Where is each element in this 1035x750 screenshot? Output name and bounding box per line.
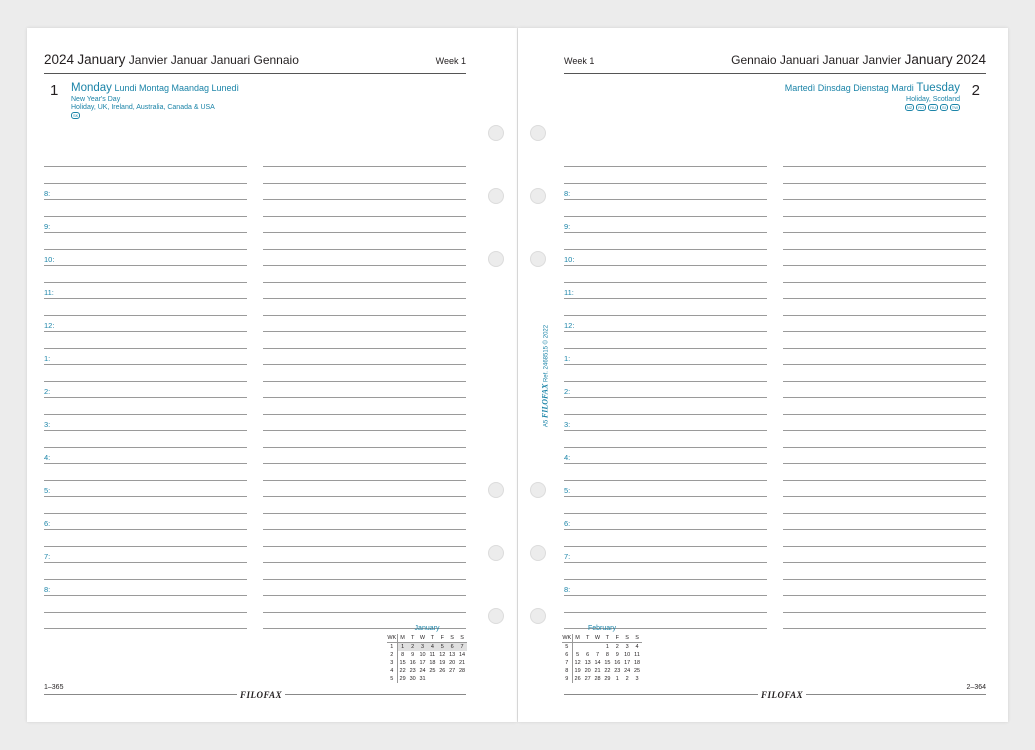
right-header-rule <box>564 73 986 74</box>
calendar-week-number: 1 <box>387 643 397 652</box>
calendar-day-cell: 19 <box>439 660 446 666</box>
writing-line <box>783 216 986 217</box>
writing-line <box>263 216 466 217</box>
calendar-week-number: 3 <box>387 659 397 667</box>
writing-line <box>263 463 466 464</box>
writing-line <box>564 414 767 415</box>
hour-label: 7: <box>564 552 571 561</box>
holiday-badge: SK <box>73 113 79 118</box>
writing-line <box>564 265 767 266</box>
writing-line <box>783 331 986 332</box>
binder-hole-icon <box>530 545 546 561</box>
calendar-day-cell: 30 <box>409 676 416 682</box>
writing-line <box>44 595 247 596</box>
writing-line <box>44 414 247 415</box>
hour-label: 11: <box>564 288 574 297</box>
calendar-week-number: 6 <box>562 651 572 659</box>
calendar-day-cell: 3 <box>418 643 428 652</box>
writing-line <box>44 199 247 200</box>
binder-hole-icon <box>488 608 504 624</box>
calendar-day-cell: 20 <box>449 660 456 666</box>
left-day-number: 1 <box>50 82 59 99</box>
calendar-day-cell: 5 <box>576 652 580 658</box>
calendar-day-cell: 19 <box>574 668 581 674</box>
writing-line <box>783 183 986 184</box>
spine-imprint <box>541 325 550 427</box>
writing-line <box>44 430 247 431</box>
right-day-name-en: Tuesday <box>916 82 960 94</box>
binder-hole-icon <box>488 188 504 204</box>
calendar-header-cell: T <box>583 634 593 643</box>
writing-line <box>564 199 767 200</box>
writing-line <box>783 513 986 514</box>
binder-hole-icon <box>488 251 504 267</box>
hour-label: 7: <box>44 552 51 561</box>
calendar-header-cell: S <box>457 634 467 643</box>
writing-line <box>263 166 466 167</box>
calendar-week-number: 2 <box>387 651 397 659</box>
writing-line <box>263 249 466 250</box>
binder-hole-icon <box>530 482 546 498</box>
calendar-day-cell: 10 <box>624 652 631 658</box>
right-week-label: Week 1 <box>564 56 595 66</box>
right-title-year: 2024 <box>955 52 986 67</box>
writing-line <box>44 579 247 580</box>
calendar-day-cell: 14 <box>594 660 601 666</box>
calendar-header-cell: T <box>427 634 437 643</box>
calendar-day-cell: 4 <box>635 644 639 650</box>
writing-line <box>564 331 767 332</box>
hour-label: 8: <box>564 189 571 198</box>
writing-line <box>44 282 247 283</box>
calendar-day-cell: 21 <box>458 660 466 666</box>
writing-line <box>44 232 247 233</box>
hour-label: 8: <box>44 189 51 198</box>
calendar-header-cell: W <box>418 634 428 643</box>
left-page-number: 1–365 <box>44 684 64 691</box>
writing-line <box>263 480 466 481</box>
calendar-day-cell: 1 <box>615 676 619 682</box>
left-title-month: January <box>77 52 126 67</box>
writing-line <box>263 282 466 283</box>
calendar-day-cell <box>427 675 437 683</box>
hour-label: 6: <box>564 519 571 528</box>
writing-line <box>564 463 767 464</box>
writing-line <box>44 562 247 563</box>
calendar-day-cell: 15 <box>399 660 406 666</box>
left-title-languages: Janvier Januar Januari Gennaio <box>128 53 299 67</box>
hour-label: 5: <box>44 486 51 495</box>
writing-line <box>44 463 247 464</box>
writing-line <box>783 612 986 613</box>
writing-line <box>263 348 466 349</box>
calendar-day-cell: 16 <box>614 660 621 666</box>
calendar-day-cell: 28 <box>458 668 466 674</box>
calendar-day-cell: 12 <box>574 660 581 666</box>
writing-line <box>263 364 466 365</box>
calendar-day-cell: 23 <box>614 668 621 674</box>
writing-line <box>263 562 466 563</box>
holiday-badge: NZ <box>906 105 913 110</box>
writing-line <box>783 298 986 299</box>
writing-line <box>564 562 767 563</box>
calendar-header-cell: T <box>408 634 418 643</box>
calendar-day-cell: 13 <box>584 660 591 666</box>
calendar-day-cell: 3 <box>635 676 639 682</box>
calendar-day-cell: 16 <box>409 660 416 666</box>
writing-line <box>44 612 247 613</box>
calendar-week-number: 9 <box>562 675 572 683</box>
writing-line <box>44 513 247 514</box>
writing-line <box>783 595 986 596</box>
hour-label: 4: <box>564 453 571 462</box>
writing-line <box>564 166 767 167</box>
writing-line <box>263 546 466 547</box>
writing-line <box>44 331 247 332</box>
calendar-week-number: 5 <box>562 643 572 652</box>
hour-label: 12: <box>564 321 575 330</box>
writing-line <box>564 595 767 596</box>
holiday-badge: RU <box>930 105 936 110</box>
calendar-day-cell: 1 <box>605 644 609 650</box>
writing-line <box>564 381 767 382</box>
calendar-day-cell: 6 <box>586 652 590 658</box>
hour-label: 2: <box>564 387 571 396</box>
left-holiday-badges <box>71 112 80 119</box>
calendar-day-cell: 4 <box>427 643 437 652</box>
holiday-badge: RO <box>918 105 925 110</box>
calendar-day-cell: 9 <box>615 652 619 658</box>
right-title-languages: Gennaio Januari Januar Janvier <box>731 53 902 67</box>
right-holiday-badges <box>905 104 960 111</box>
right-page-title <box>731 52 986 67</box>
calendar-header-cell: T <box>602 634 612 643</box>
writing-line <box>564 496 767 497</box>
writing-line <box>564 513 767 514</box>
writing-line <box>44 298 247 299</box>
calendar-day-cell: 8 <box>401 652 405 658</box>
calendar-day-cell: 26 <box>439 668 446 674</box>
left-holiday-regions: Holiday, UK, Ireland, Australia, Canada & USA <box>71 104 215 111</box>
writing-line <box>263 414 466 415</box>
writing-line <box>564 216 767 217</box>
writing-line <box>783 496 986 497</box>
writing-line <box>44 628 247 629</box>
writing-line <box>783 364 986 365</box>
calendar-day-cell: 9 <box>411 652 415 658</box>
calendar-day-cell: 10 <box>419 652 426 658</box>
calendar-day-cell: 13 <box>449 652 456 658</box>
calendar-day-cell: 11 <box>634 652 640 658</box>
calendar-day-cell: 27 <box>584 676 591 682</box>
binder-hole-icon <box>530 188 546 204</box>
writing-line <box>783 480 986 481</box>
holiday-badge: SI <box>942 105 946 110</box>
writing-line <box>263 595 466 596</box>
hour-label: 1: <box>44 354 51 363</box>
calendar-day-cell: 5 <box>437 643 447 652</box>
calendar-header-cell: S <box>622 634 632 643</box>
left-mini-calendar <box>387 625 467 683</box>
calendar-day-cell: 18 <box>429 660 436 666</box>
writing-line <box>44 265 247 266</box>
writing-line <box>783 579 986 580</box>
writing-line <box>564 546 767 547</box>
hour-label: 5: <box>564 486 571 495</box>
writing-line <box>44 315 247 316</box>
writing-line <box>564 529 767 530</box>
calendar-day-cell <box>593 643 603 652</box>
writing-line <box>783 447 986 448</box>
right-page-number: 2–364 <box>966 684 986 691</box>
hour-label: 1: <box>564 354 571 363</box>
right-day-number: 2 <box>971 82 980 99</box>
writing-line <box>44 348 247 349</box>
spine-size: A5 <box>543 419 550 428</box>
spine-copyright: © 2022 <box>543 324 550 345</box>
left-filofax-logo: FILOFAX <box>237 690 285 700</box>
calendar-day-cell: 3 <box>625 644 629 650</box>
hour-label: 8: <box>564 585 571 594</box>
writing-line <box>783 529 986 530</box>
writing-line <box>263 199 466 200</box>
writing-line <box>564 397 767 398</box>
calendar-day-cell: 2 <box>625 676 629 682</box>
left-title-year: 2024 <box>44 52 75 67</box>
writing-line <box>783 199 986 200</box>
writing-line <box>564 348 767 349</box>
writing-line <box>564 249 767 250</box>
writing-line <box>263 612 466 613</box>
right-mini-calendar-month: February <box>587 625 616 632</box>
left-mini-calendar-month: January <box>414 625 440 632</box>
calendar-header-cell: M <box>397 634 408 643</box>
writing-line <box>564 282 767 283</box>
calendar-day-cell <box>572 643 583 652</box>
calendar-day-cell <box>583 643 593 652</box>
calendar-day-cell: 17 <box>419 660 426 666</box>
writing-line <box>783 381 986 382</box>
calendar-header-cell: S <box>447 634 457 643</box>
writing-line <box>44 216 247 217</box>
writing-line <box>44 381 247 382</box>
binder-hole-icon <box>488 545 504 561</box>
calendar-day-cell: 22 <box>604 668 611 674</box>
calendar-week-number: 5 <box>387 675 397 683</box>
writing-line <box>783 628 986 629</box>
writing-line <box>564 612 767 613</box>
writing-line <box>783 315 986 316</box>
calendar-day-cell: 7 <box>457 643 467 652</box>
calendar-header-cell: F <box>612 634 622 643</box>
calendar-day-cell: 22 <box>399 668 406 674</box>
hour-label: 4: <box>44 453 51 462</box>
left-week-label: Week 1 <box>435 56 466 66</box>
calendar-day-cell: 25 <box>633 668 641 674</box>
binder-hole-icon <box>530 125 546 141</box>
calendar-day-cell: 15 <box>604 660 611 666</box>
calendar-day-cell: 24 <box>419 668 426 674</box>
calendar-day-cell: 24 <box>624 668 631 674</box>
writing-line <box>564 183 767 184</box>
writing-line <box>783 397 986 398</box>
writing-line <box>564 232 767 233</box>
writing-line <box>263 298 466 299</box>
calendar-day-cell <box>457 675 467 683</box>
left-header-rule <box>44 73 466 74</box>
hour-label: 3: <box>564 420 571 429</box>
spine-ref: Ref. 2468515 <box>543 346 550 383</box>
writing-line <box>783 265 986 266</box>
writing-line <box>263 331 466 332</box>
calendar-week-number: 4 <box>387 667 397 675</box>
writing-line <box>564 480 767 481</box>
right-day-name-languages: Martedì Dinsdag Dienstag Mardi <box>784 83 914 93</box>
writing-line <box>263 397 466 398</box>
calendar-day-cell: 28 <box>594 676 601 682</box>
writing-line <box>783 166 986 167</box>
left-mini-calendar-grid <box>387 634 467 683</box>
calendar-day-cell: 8 <box>605 652 609 658</box>
writing-line <box>44 496 247 497</box>
calendar-week-number: 8 <box>562 667 572 675</box>
writing-line <box>263 381 466 382</box>
writing-line <box>564 579 767 580</box>
right-mini-calendar <box>562 625 642 683</box>
left-diary-page <box>27 28 517 722</box>
writing-line <box>44 546 247 547</box>
calendar-header-cell: S <box>632 634 642 643</box>
calendar-day-cell: 7 <box>595 652 600 658</box>
writing-line <box>783 249 986 250</box>
left-day-name-en: Monday <box>71 82 112 94</box>
calendar-day-cell: 17 <box>624 660 631 666</box>
hour-label: 10: <box>44 255 55 264</box>
left-page-title <box>44 52 299 67</box>
right-diary-page <box>518 28 1008 722</box>
calendar-header-cell: F <box>437 634 447 643</box>
calendar-header-cell: WK <box>387 635 397 641</box>
writing-line <box>44 529 247 530</box>
writing-line <box>783 232 986 233</box>
writing-line <box>783 562 986 563</box>
calendar-day-cell: 23 <box>409 668 416 674</box>
writing-line <box>44 364 247 365</box>
calendar-day-cell: 25 <box>429 668 436 674</box>
writing-line <box>263 579 466 580</box>
calendar-day-cell: 18 <box>633 660 641 666</box>
writing-line <box>564 447 767 448</box>
calendar-day-cell: 14 <box>458 652 466 658</box>
right-title-month: January <box>904 52 953 67</box>
holiday-badge: TW <box>951 105 958 110</box>
hour-label: 2: <box>44 387 51 396</box>
hour-label: 9: <box>44 222 51 231</box>
right-mini-calendar-grid <box>562 634 642 683</box>
left-holiday-name: New Year's Day <box>71 96 121 103</box>
spine-logo: FILOFAX <box>540 383 550 419</box>
calendar-day-cell: 11 <box>429 652 436 658</box>
writing-line <box>263 529 466 530</box>
left-day-name <box>71 82 239 94</box>
writing-line <box>44 447 247 448</box>
right-holiday-regions: Holiday, Scotland <box>906 96 960 103</box>
writing-line <box>783 546 986 547</box>
hour-label: 6: <box>44 519 51 528</box>
writing-line <box>263 232 466 233</box>
calendar-day-cell: 2 <box>615 644 619 650</box>
calendar-day-cell <box>437 675 447 683</box>
writing-line <box>44 249 247 250</box>
writing-line <box>783 430 986 431</box>
writing-line <box>564 315 767 316</box>
binder-hole-icon <box>488 482 504 498</box>
writing-line <box>263 183 466 184</box>
writing-line <box>263 447 466 448</box>
calendar-week-number: 7 <box>562 659 572 667</box>
calendar-day-cell: 27 <box>449 668 456 674</box>
hour-label: 12: <box>44 321 55 330</box>
writing-line <box>263 513 466 514</box>
writing-line <box>263 430 466 431</box>
calendar-header-cell: M <box>572 634 583 643</box>
calendar-day-cell: 6 <box>447 643 457 652</box>
writing-line <box>44 183 247 184</box>
writing-line <box>783 348 986 349</box>
binder-hole-icon <box>530 251 546 267</box>
calendar-day-cell <box>447 675 457 683</box>
hour-label: 10: <box>564 255 575 264</box>
writing-line <box>263 315 466 316</box>
calendar-day-cell: 21 <box>594 668 601 674</box>
calendar-day-cell: 12 <box>439 652 446 658</box>
calendar-day-cell: 26 <box>574 676 581 682</box>
writing-line <box>44 480 247 481</box>
calendar-day-cell: 31 <box>419 676 426 682</box>
writing-line <box>783 414 986 415</box>
calendar-header-cell: W <box>593 634 603 643</box>
calendar-day-cell: 29 <box>604 676 611 682</box>
writing-line <box>564 364 767 365</box>
left-day-name-languages: Lundi Montag Maandag Lunedì <box>114 83 240 93</box>
hour-label: 11: <box>44 288 54 297</box>
writing-line <box>263 265 466 266</box>
writing-line <box>783 463 986 464</box>
writing-line <box>783 282 986 283</box>
writing-line <box>564 430 767 431</box>
binder-hole-icon <box>530 608 546 624</box>
hour-label: 9: <box>564 222 571 231</box>
calendar-header-cell: WK <box>562 635 572 641</box>
writing-line <box>263 496 466 497</box>
writing-line <box>564 298 767 299</box>
right-filofax-logo: FILOFAX <box>758 690 806 700</box>
calendar-day-cell: 20 <box>584 668 591 674</box>
right-day-name <box>785 82 960 94</box>
calendar-day-cell: 2 <box>408 643 418 652</box>
calendar-day-cell: 1 <box>397 643 408 652</box>
hour-label: 3: <box>44 420 51 429</box>
writing-line <box>44 166 247 167</box>
binder-hole-icon <box>488 125 504 141</box>
writing-line <box>44 397 247 398</box>
hour-label: 8: <box>44 585 51 594</box>
calendar-day-cell: 29 <box>399 676 406 682</box>
